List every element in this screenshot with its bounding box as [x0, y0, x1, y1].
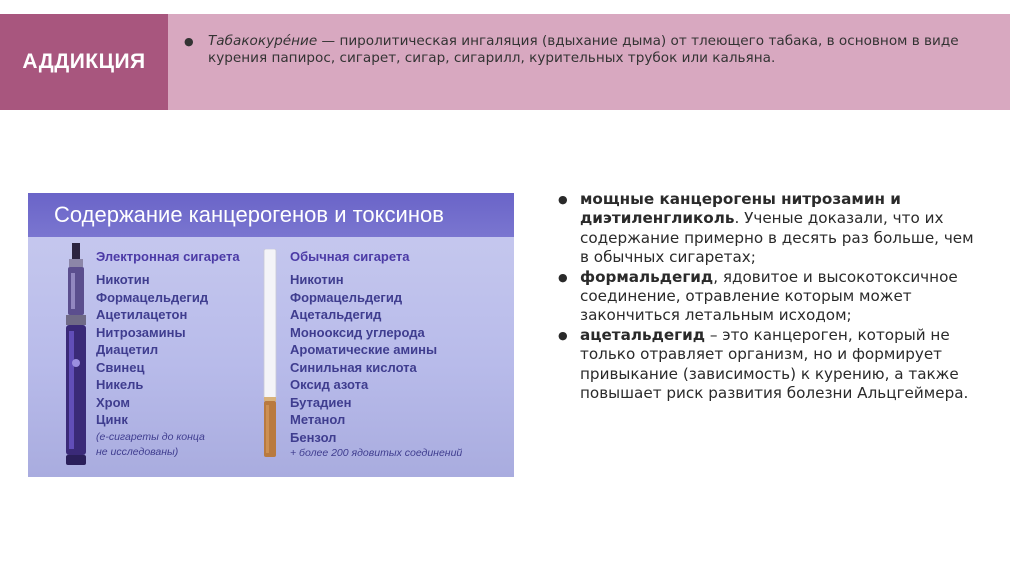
- list-item: Диацетил: [96, 342, 159, 357]
- list-item: Ацетилацетон: [96, 307, 188, 322]
- bullet-icon: ●: [558, 328, 568, 342]
- cig-list: [290, 271, 437, 446]
- list-item: Ацетальдегид: [290, 307, 382, 322]
- fact-text: . Ученые доказали, что их содержание примерно в десять раз больше, чем в обычных сигаретах;: [580, 209, 974, 267]
- list-item: Монооксид углерода: [290, 324, 425, 340]
- list-item: Цинк: [96, 412, 128, 427]
- definition-paragraph: [184, 33, 994, 67]
- cigarette-icon: [262, 249, 278, 461]
- infographic-title: Содержание канцерогенов и токсинов: [28, 193, 514, 237]
- list-item: Формацельдегид: [290, 289, 403, 305]
- e-cigarette-icon: [62, 243, 90, 467]
- fact-text: , ядовитое и высокотоксичное соединение, отравление которым может закончиться летальным исходом;: [580, 267, 958, 325]
- fact-text: – это канцероген, который не только отравляет организм, но и формирует привыкание (зависимость) к курению, а также повышает риск развития болезни Альцгеймера.: [580, 325, 969, 403]
- list-item: Оксид азота: [290, 377, 369, 392]
- list-item: [558, 268, 978, 326]
- list-item: Свинец: [96, 359, 145, 375]
- page-title: АДДИКЦИЯ: [22, 50, 146, 73]
- bullet-icon: ●: [558, 270, 568, 284]
- list-item: Бутадиен: [290, 394, 352, 410]
- list-item: Никотин: [96, 272, 150, 287]
- list-item: Нитрозамины: [96, 324, 186, 340]
- list-item: Метанол: [290, 412, 346, 427]
- bullet-icon: ●: [184, 35, 194, 48]
- list-item: [558, 326, 978, 404]
- facts-list: [558, 190, 978, 403]
- list-item: [558, 190, 978, 268]
- ecig-note: [96, 430, 205, 460]
- ecig-heading: Электронная сигарета: [96, 249, 240, 264]
- list-item: Синильная кислота: [290, 359, 417, 375]
- bullet-icon: ●: [558, 193, 568, 206]
- fact-term: мощные канцерогены нитрозамин и диэтиленгликоль: [580, 190, 901, 228]
- cig-heading: Обычная сигарета: [290, 249, 410, 264]
- ecig-note-line2: не исследованы): [96, 446, 179, 458]
- ecig-list: [96, 271, 208, 429]
- list-item: Никотин: [290, 272, 344, 287]
- list-item: Формацельдегид: [96, 289, 209, 305]
- ecig-note-line1: (е-сигареты до конца: [96, 431, 205, 443]
- list-item: Бензол: [290, 429, 337, 445]
- fact-term: формальдегид: [580, 267, 714, 286]
- carcinogens-infographic: [28, 193, 514, 477]
- fact-term: ацетальдегид: [580, 325, 705, 344]
- list-item: Ароматические амины: [290, 342, 438, 357]
- list-item: Никель: [96, 377, 144, 392]
- definition-text: — пиролитическая ингаляция (вдыхание дыма) от тлеющего табака, в основном в виде курения папирос, сигарет, сигар, сигарилл, курительных трубок или кальяна.: [208, 33, 959, 66]
- cig-note: + более 200 ядовитых соединений: [290, 447, 463, 459]
- definition-term: Табакокуре́ние: [208, 33, 318, 49]
- definition-block: [184, 33, 994, 67]
- title-block: [0, 14, 168, 110]
- list-item: Хром: [96, 394, 130, 410]
